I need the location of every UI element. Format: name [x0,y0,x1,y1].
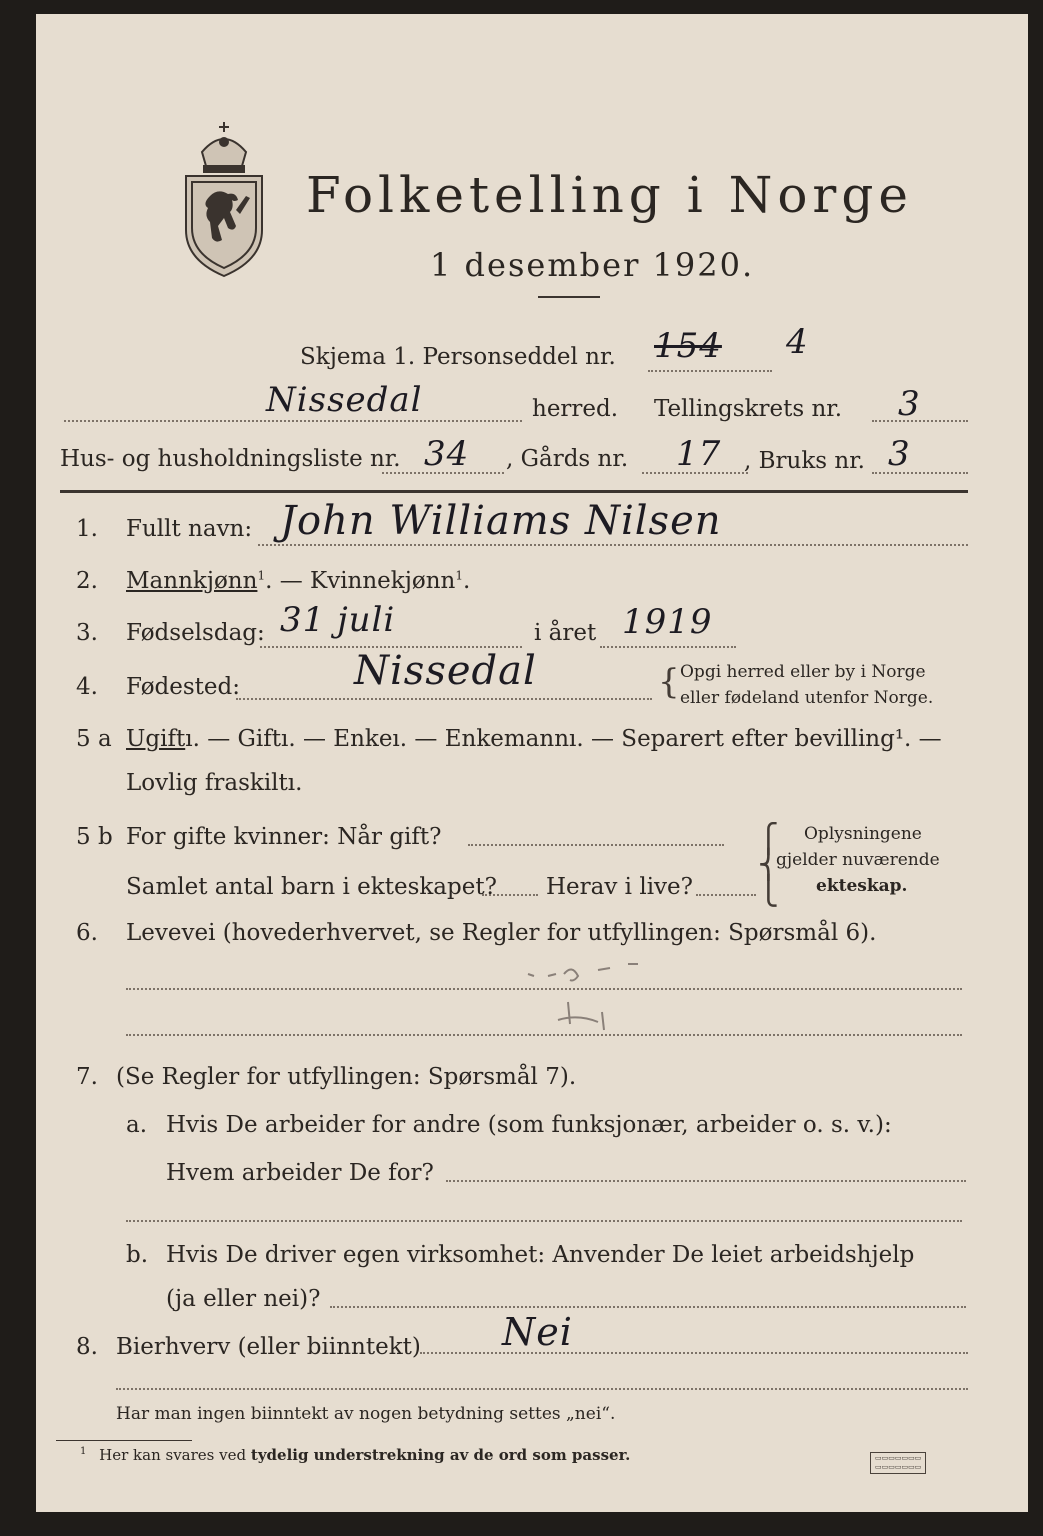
gender-options [126,568,470,594]
q7-text: (Se Regler for utfyllingen: Spørsmål 7). [116,1064,577,1090]
q1-number: 1. [76,516,98,542]
footnote-text-a: Her kan svares ved [99,1446,247,1464]
side-income-label: Bierhverv (eller biinntekt) [116,1334,421,1360]
gender-female: . — Kvinnekjønn [265,568,456,594]
q8-number: 8. [76,1334,98,1360]
q7-number: 7. [76,1064,98,1090]
gender-female-footnote-mark: 1 [455,568,463,583]
birth-year-value: 1919 [622,602,713,642]
married-women-label: For gifte kvinner: Når gift? [126,824,442,850]
bottom-note: Har man ingen biinntekt av nogen betydning settes „nei“. [116,1404,616,1424]
gender-period: . [462,568,471,594]
herred-value: Nissedal [266,380,423,420]
herred-dotline [64,420,522,422]
bruks-label: , Bruks nr. [744,448,865,474]
side-income-dotline-2 [116,1388,968,1390]
birthplace-dotline [236,698,652,700]
marital-status-options [126,726,942,752]
husholdningsliste-value: 34 [424,434,470,474]
census-date: 1 desember 1920. [430,246,755,284]
q7b-letter: b. [126,1242,149,1268]
q6-number: 6. [76,920,98,946]
footnote-mark: 1 [80,1446,87,1457]
gards-label: , Gårds nr. [506,446,629,472]
marriage-note-1: Oplysningene [804,824,922,844]
q4-number: 4. [76,674,98,700]
bruks-value: 3 [888,434,911,474]
personseddel-dotline [648,370,772,372]
birth-year-label: i året [534,620,597,646]
q7a-letter: a. [126,1112,148,1138]
pencil-mark-icon [518,954,738,1034]
q5b-number: 5 b [76,824,113,850]
birthplace-note-1: Opgi herred eller by i Norge [680,662,926,682]
employer-dotline-2 [126,1220,962,1222]
birthday-value: 31 juli [280,600,396,640]
printer-stamp-icon: ▭▭▭▭▭▭▭ ▭▭▭▭▭▭▭ [870,1452,926,1474]
q5a-number: 5 a [76,726,112,752]
occupation-label: Levevei (hovederhvervet, se Regler for utfyllingen: Spørsmål 6). [126,920,877,946]
birthplace-label: Fødested: [126,674,241,700]
coat-of-arms-icon [178,120,270,280]
husholdningsliste-label: Hus- og husholdningsliste nr. [60,446,401,472]
hired-help-label: (ja eller nei)? [166,1286,321,1312]
footnote-rule [56,1440,192,1441]
occupation-dotline-2 [126,1034,962,1036]
children-total-label: Samlet antal barn i ekteskapet? [126,874,497,900]
marriage-note-3: ekteskap. [816,876,908,896]
birthplace-note-brace: { [658,662,680,702]
footnote [80,1446,630,1464]
header-divider [60,490,968,493]
title-divider [538,296,600,298]
married-when-dotline [468,844,724,846]
birthplace-value: Nissedal [354,648,537,694]
marital-other-options: ı. — Giftı. — Enkeı. — Enkemannı. — Separert efter bevilling¹. — [185,726,942,752]
bruks-dotline [872,472,968,474]
birth-year-dotline [600,646,736,648]
q7b-text: Hvis De driver egen virksomhet: Anvender De leiet arbeidshjelp [166,1242,915,1268]
children-alive-label: Herav i live? [546,874,693,900]
full-name-dotline [258,544,968,546]
q7a-text: Hvis De arbeider for andre (som funksjonær, arbeider o. s. v.): [166,1112,892,1138]
herred-label: herred. [532,396,619,422]
hired-help-dotline [330,1306,966,1308]
full-name-label: Fullt navn: [126,516,253,542]
marriage-note-brace: ⎧ ⎨ ⎩ [758,822,779,907]
personseddel-correction: 4 [786,322,809,362]
birthday-label: Fødselsdag: [126,620,265,646]
children-total-dotline [482,894,538,896]
gards-value: 17 [676,434,722,474]
footnote-text-b: tydelig understrekning av de ord som passer. [250,1446,631,1464]
full-name-value: John Williams Nilsen [280,498,722,544]
tellingskrets-value: 3 [898,384,921,424]
q3-number: 3. [76,620,98,646]
census-form [36,14,1028,1512]
children-alive-dotline [696,894,756,896]
marriage-note-2: gjelder nuværende [776,850,940,870]
employer-dotline [446,1180,966,1182]
personseddel-number: 154 [654,326,722,366]
form-title: Folketelling i Norge [306,166,913,224]
gender-male: Mannkjønn [126,568,258,594]
birthplace-note-2: eller fødeland utenfor Norge. [680,688,934,708]
q2-number: 2. [76,568,98,594]
gender-male-footnote-mark: 1 [257,568,266,583]
marital-ugift: Ugift [126,726,186,752]
skjema-label: Skjema 1. Personseddel nr. [300,344,616,370]
employer-label: Hvem arbeider De for? [166,1160,434,1186]
tellingskrets-label: Tellingskrets nr. [654,396,843,422]
side-income-value: Nei [502,1310,573,1354]
marital-fraskilt: Lovlig fraskiltı. [126,770,303,796]
